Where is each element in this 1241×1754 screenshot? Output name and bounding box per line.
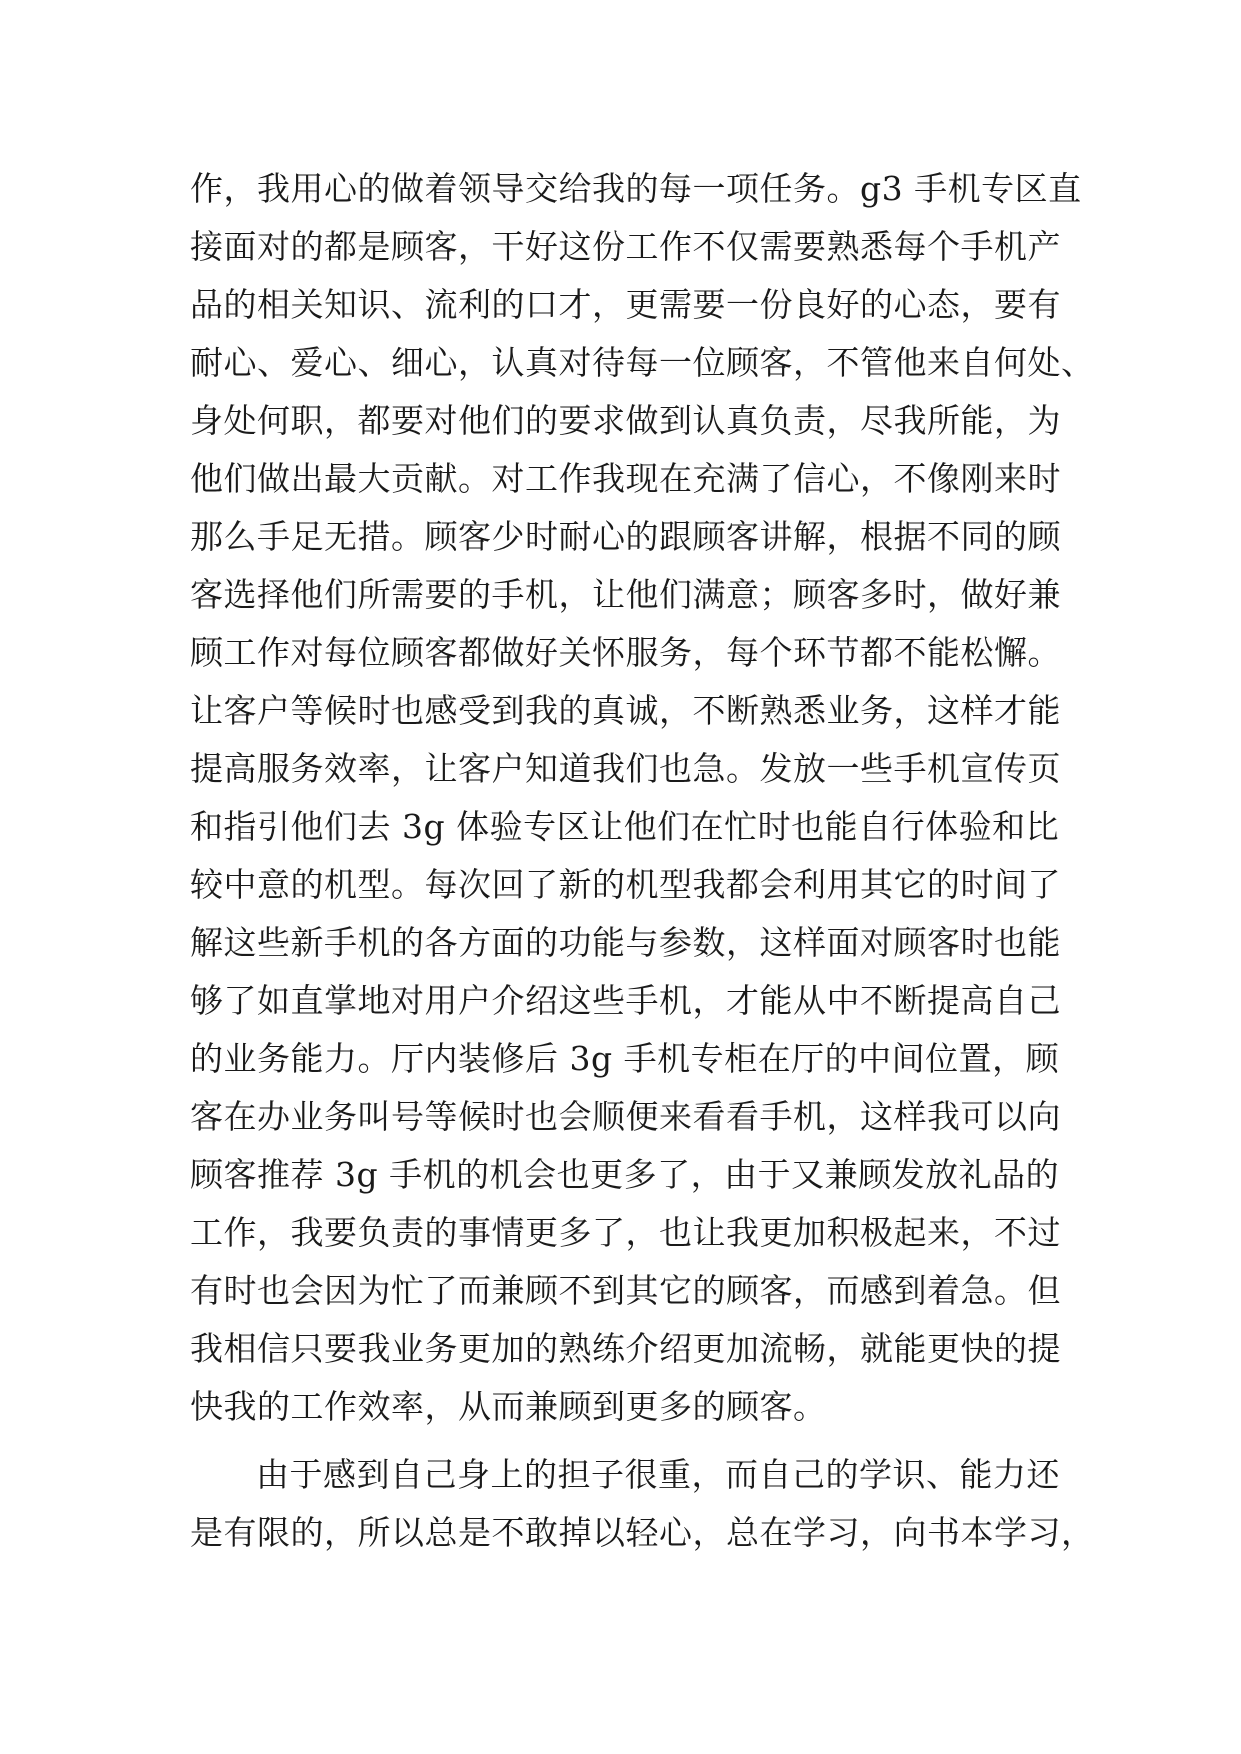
text-line: 和指引他们去 3g 体验专区让他们在忙时也能自行体验和比 <box>190 807 1060 846</box>
text-line: 的业务能力。厅内装修后 3g 手机专柜在厅的中间位置，顾 <box>190 1039 1060 1078</box>
text-line: 客在办业务叫号等候时也会顺便来看看手机，这样我可以向 <box>190 1097 1061 1136</box>
text-line: 解这些新手机的各方面的功能与参数，这样面对顾客时也能 <box>190 923 1061 962</box>
text-line: 由于感到自己身上的担子很重，而自己的学识、能力还 <box>256 1455 1060 1494</box>
text-line: 较中意的机型。每次回了新的机型我都会利用其它的时间了 <box>190 865 1061 904</box>
paragraph-gap <box>190 1436 1065 1446</box>
paragraph-2 <box>190 1446 1095 1562</box>
paragraph-1 <box>190 160 1095 1436</box>
text-line: 身处何职，都要对他们的要求做到认真负责，尽我所能，为 <box>190 401 1061 440</box>
text-line: 工作，我要负责的事情更多了，也让我更加积极起来，不过 <box>190 1213 1061 1252</box>
text-line: 接面对的都是顾客，干好这份工作不仅需要熟悉每个手机产 <box>190 227 1061 266</box>
text-line: 他们做出最大贡献。对工作我现在充满了信心，不像刚来时 <box>190 459 1061 498</box>
text-line: 顾客推荐 3g 手机的机会也更多了，由于又兼顾发放礼品的 <box>190 1155 1060 1194</box>
text-line: 我相信只要我业务更加的熟练介绍更加流畅，就能更快的提 <box>190 1329 1061 1368</box>
text-line: 那么手足无措。顾客少时耐心的跟顾客讲解，根据不同的顾 <box>190 517 1061 556</box>
text-line: 作，我用心的做着领导交给我的每一项任务。g3 手机专区直 <box>190 169 1082 208</box>
text-line: 提高服务效率，让客户知道我们也急。发放一些手机宣传页 <box>190 749 1061 788</box>
text-line: 够了如直掌地对用户介绍这些手机，才能从中不断提高自己 <box>190 981 1061 1020</box>
text-line: 耐心、爱心、细心，认真对待每一位顾客，不管他来自何处、 <box>190 343 1095 382</box>
text-line: 快我的工作效率，从而兼顾到更多的顾客。 <box>190 1387 827 1426</box>
text-line: 是有限的，所以总是不敢掉以轻心，总在学习，向书本学习， <box>190 1513 1095 1552</box>
text-line: 顾工作对每位顾客都做好关怀服务，每个环节都不能松懈。 <box>190 633 1061 672</box>
text-line: 有时也会因为忙了而兼顾不到其它的顾客，而感到着急。但 <box>190 1271 1061 1310</box>
document-body <box>190 160 1095 1562</box>
text-line: 让客户等候时也感受到我的真诚，不断熟悉业务，这样才能 <box>190 691 1061 730</box>
text-line: 品的相关知识、流利的口才，更需要一份良好的心态，要有 <box>190 285 1061 324</box>
text-line: 客选择他们所需要的手机，让他们满意；顾客多时，做好兼 <box>190 575 1061 614</box>
